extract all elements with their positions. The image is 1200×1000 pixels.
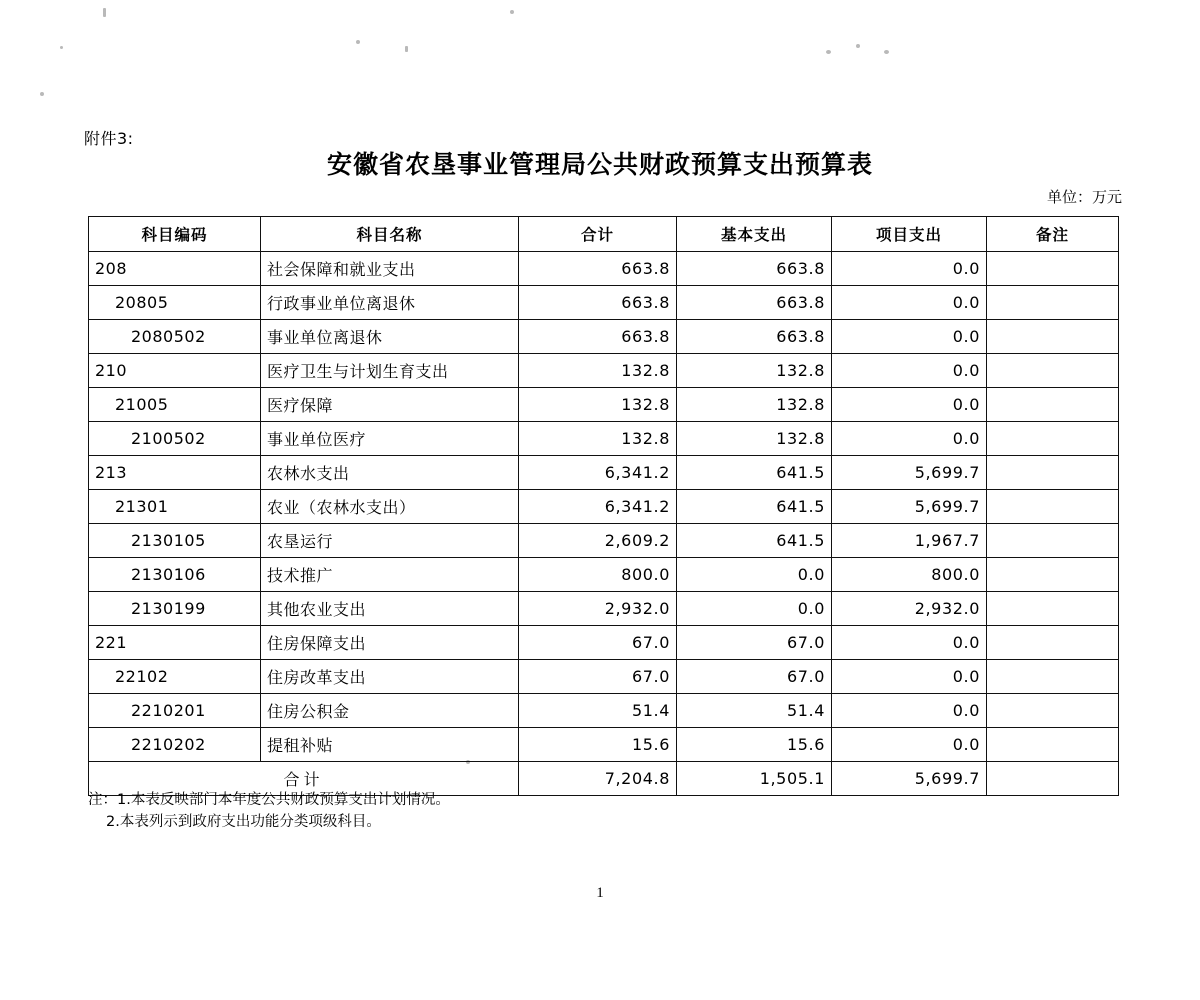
cell-basic: 663.8: [677, 286, 832, 320]
scan-speck: [826, 50, 831, 54]
cell-project: 5,699.7: [832, 490, 987, 524]
cell-basic: 663.8: [677, 320, 832, 354]
footnote-1: 注：1.本表反映部门本年度公共财政预算支出计划情况。: [88, 792, 450, 808]
cell-total: 132.8: [519, 422, 677, 456]
table-row: [89, 320, 1119, 354]
table-row: [89, 524, 1119, 558]
cell-remark: [987, 626, 1119, 660]
cell-name: 事业单位离退休: [261, 320, 519, 354]
cell-remark: [987, 456, 1119, 490]
cell-project: 0.0: [832, 422, 987, 456]
cell-total: 663.8: [519, 252, 677, 286]
cell-name: 医疗卫生与计划生育支出: [261, 354, 519, 388]
cell-remark: [987, 252, 1119, 286]
cell-total: 663.8: [519, 286, 677, 320]
cell-project: 0.0: [832, 660, 987, 694]
table-row: [89, 558, 1119, 592]
column-header-name: 科目名称: [261, 217, 519, 252]
cell-project: 0.0: [832, 320, 987, 354]
cell-basic: 663.8: [677, 252, 832, 286]
table-row: [89, 694, 1119, 728]
scan-speck: [103, 8, 106, 17]
cell-project: 0.0: [832, 354, 987, 388]
cell-code: 2130105: [89, 524, 261, 558]
table-header-row: [89, 217, 1119, 252]
budget-table: [88, 216, 1119, 796]
cell-remark: [987, 286, 1119, 320]
cell-name: 农林水支出: [261, 456, 519, 490]
cell-name: 农业（农林水支出）: [261, 490, 519, 524]
cell-basic: 51.4: [677, 694, 832, 728]
cell-project: 0.0: [832, 626, 987, 660]
cell-code: 210: [89, 354, 261, 388]
total-remark: [987, 762, 1119, 796]
page-title: 安徽省农垦事业管理局公共财政预算支出预算表: [326, 150, 873, 179]
cell-total: 2,932.0: [519, 592, 677, 626]
cell-remark: [987, 320, 1119, 354]
footnote-2: 2.本表列示到政府支出功能分类项级科目。: [106, 814, 381, 830]
scan-speck: [884, 50, 889, 54]
cell-basic: 15.6: [677, 728, 832, 762]
table-row: [89, 490, 1119, 524]
table-row: [89, 728, 1119, 762]
cell-total: 6,341.2: [519, 456, 677, 490]
cell-basic: 0.0: [677, 558, 832, 592]
table-row: [89, 388, 1119, 422]
cell-basic: 641.5: [677, 456, 832, 490]
table-row: [89, 660, 1119, 694]
cell-code: 22102: [89, 660, 261, 694]
cell-total: 67.0: [519, 660, 677, 694]
cell-project: 800.0: [832, 558, 987, 592]
column-header-code: 科目编码: [89, 217, 261, 252]
cell-code: 20805: [89, 286, 261, 320]
cell-basic: 132.8: [677, 388, 832, 422]
column-header-project: 项目支出: [832, 217, 987, 252]
cell-code: 21005: [89, 388, 261, 422]
scan-speck: [510, 10, 514, 14]
cell-total: 132.8: [519, 388, 677, 422]
cell-name: 住房保障支出: [261, 626, 519, 660]
cell-basic: 641.5: [677, 524, 832, 558]
unit-note: 单位：万元: [1046, 188, 1122, 206]
total-project: 5,699.7: [832, 762, 987, 796]
cell-name: 事业单位医疗: [261, 422, 519, 456]
cell-project: 5,699.7: [832, 456, 987, 490]
cell-total: 51.4: [519, 694, 677, 728]
cell-remark: [987, 524, 1119, 558]
cell-remark: [987, 422, 1119, 456]
cell-project: 0.0: [832, 694, 987, 728]
table-row: [89, 626, 1119, 660]
cell-project: 0.0: [832, 286, 987, 320]
cell-basic: 0.0: [677, 592, 832, 626]
cell-name: 其他农业支出: [261, 592, 519, 626]
cell-basic: 641.5: [677, 490, 832, 524]
cell-name: 技术推广: [261, 558, 519, 592]
cell-code: 2080502: [89, 320, 261, 354]
total-label: 合计: [89, 762, 519, 796]
cell-code: 2100502: [89, 422, 261, 456]
cell-total: 67.0: [519, 626, 677, 660]
cell-basic: 132.8: [677, 354, 832, 388]
cell-code: 2210201: [89, 694, 261, 728]
column-header-basic: 基本支出: [677, 217, 832, 252]
cell-code: 2210202: [89, 728, 261, 762]
cell-total: 663.8: [519, 320, 677, 354]
cell-total: 6,341.2: [519, 490, 677, 524]
cell-basic: 67.0: [677, 626, 832, 660]
cell-remark: [987, 728, 1119, 762]
scan-speck: [405, 46, 408, 52]
table-row: [89, 252, 1119, 286]
cell-project: 0.0: [832, 728, 987, 762]
cell-name: 住房改革支出: [261, 660, 519, 694]
scan-speck: [356, 40, 360, 44]
cell-name: 医疗保障: [261, 388, 519, 422]
cell-remark: [987, 354, 1119, 388]
scan-speck: [856, 44, 860, 48]
cell-remark: [987, 558, 1119, 592]
cell-code: 213: [89, 456, 261, 490]
cell-project: 0.0: [832, 388, 987, 422]
table-body: [89, 252, 1119, 796]
cell-remark: [987, 694, 1119, 728]
cell-name: 社会保障和就业支出: [261, 252, 519, 286]
cell-total: 132.8: [519, 354, 677, 388]
cell-total: 800.0: [519, 558, 677, 592]
total-basic: 1,505.1: [677, 762, 832, 796]
table-row: [89, 592, 1119, 626]
cell-code: 2130106: [89, 558, 261, 592]
table-row: [89, 286, 1119, 320]
cell-basic: 67.0: [677, 660, 832, 694]
cell-name: 农垦运行: [261, 524, 519, 558]
column-header-total: 合计: [519, 217, 677, 252]
cell-code: 21301: [89, 490, 261, 524]
cell-total: 2,609.2: [519, 524, 677, 558]
cell-remark: [987, 660, 1119, 694]
cell-remark: [987, 490, 1119, 524]
total-total: 7,204.8: [519, 762, 677, 796]
scan-speck: [40, 92, 44, 96]
cell-name: 住房公积金: [261, 694, 519, 728]
cell-name: 行政事业单位离退休: [261, 286, 519, 320]
scan-speck: [60, 46, 63, 49]
cell-code: 221: [89, 626, 261, 660]
table-row: [89, 456, 1119, 490]
cell-code: 208: [89, 252, 261, 286]
cell-project: 2,932.0: [832, 592, 987, 626]
table-row: [89, 354, 1119, 388]
cell-remark: [987, 592, 1119, 626]
page-number: 1: [596, 885, 604, 901]
cell-project: 1,967.7: [832, 524, 987, 558]
cell-total: 15.6: [519, 728, 677, 762]
cell-project: 0.0: [832, 252, 987, 286]
cell-code: 2130199: [89, 592, 261, 626]
cell-remark: [987, 388, 1119, 422]
column-header-remark: 备注: [987, 217, 1119, 252]
table-row: [89, 422, 1119, 456]
cell-basic: 132.8: [677, 422, 832, 456]
attachment-label: 附件3:: [84, 129, 134, 148]
cell-name: 提租补贴: [261, 728, 519, 762]
footnotes: [88, 789, 450, 833]
